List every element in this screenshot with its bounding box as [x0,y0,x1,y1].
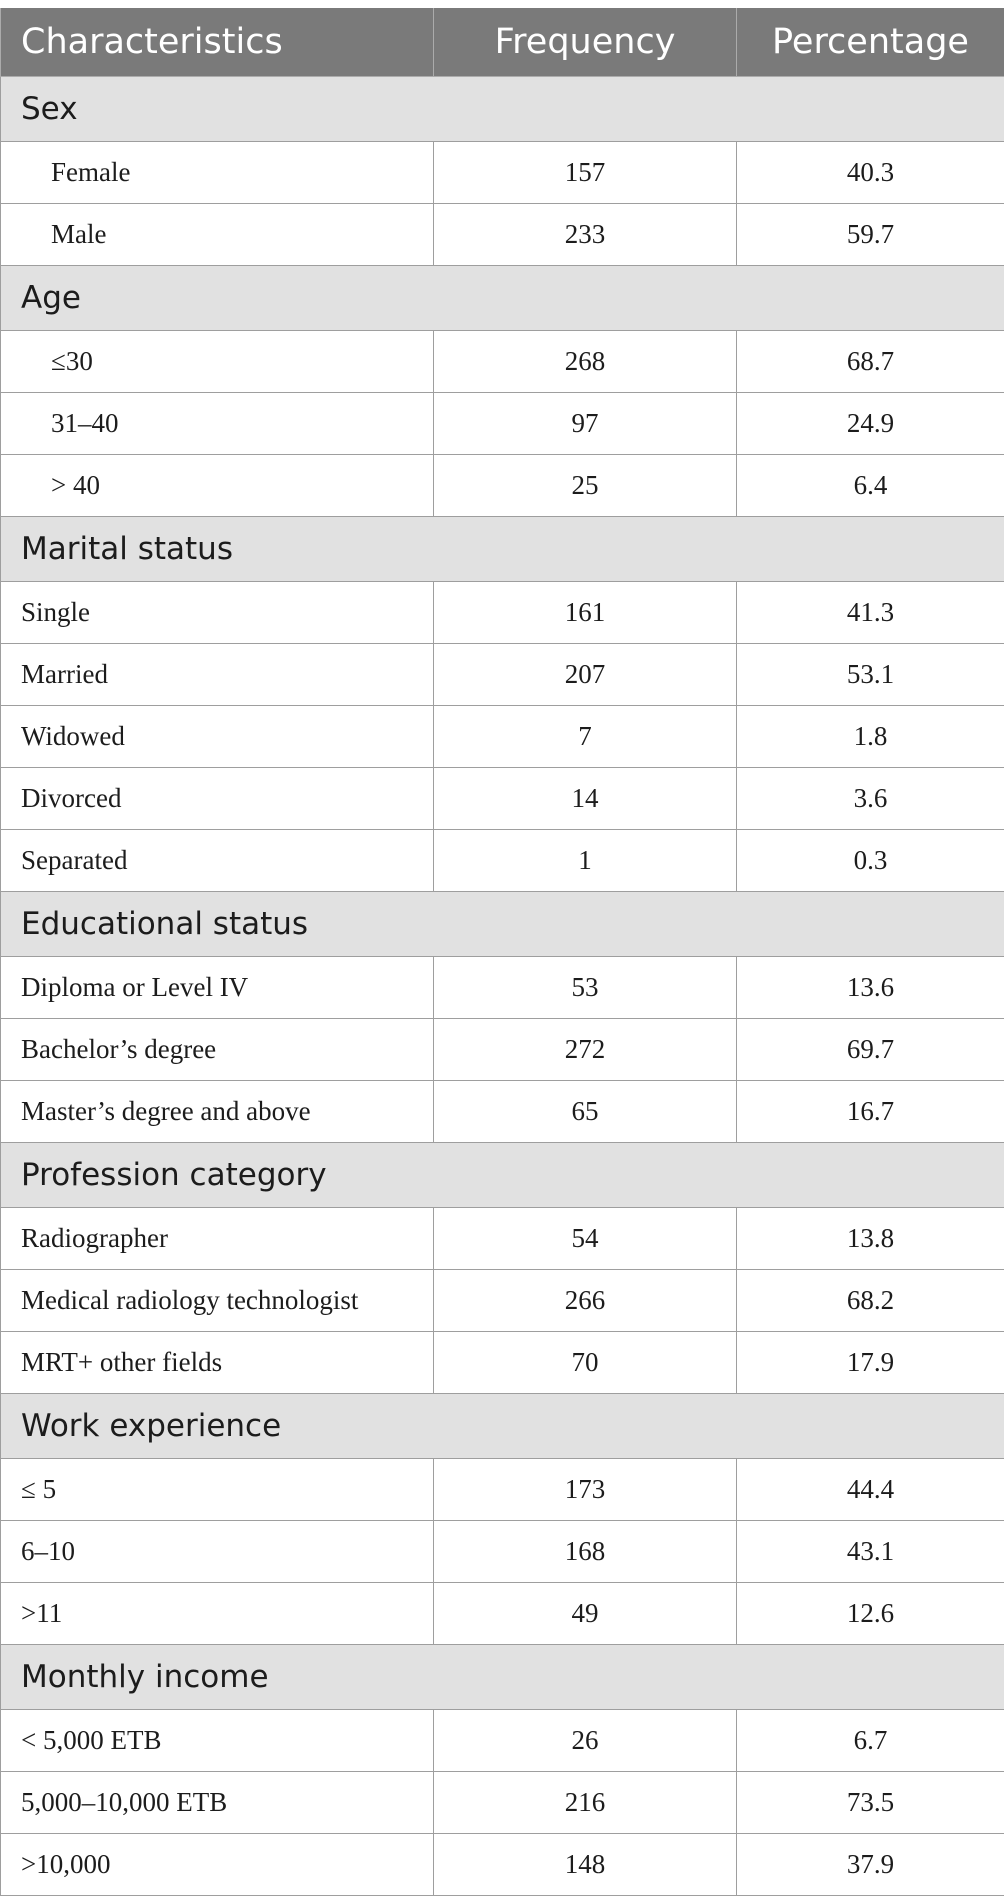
table-row [1,142,1004,204]
percentage-cell: 68.7 [737,331,1004,393]
percentage-cell: 1.8 [737,706,1004,768]
percentage-cell: 24.9 [737,393,1004,455]
section-row-age [1,266,1004,331]
section-row-profession-category [1,1143,1004,1208]
table-row [1,830,1004,892]
table-row [1,393,1004,455]
row-label: Single [1,582,434,644]
row-label: >11 [1,1583,434,1645]
section-row-marital-status [1,517,1004,582]
table-row [1,1332,1004,1394]
table-row [1,1583,1004,1645]
percentage-cell: 44.4 [737,1459,1004,1521]
table-row [1,768,1004,830]
section-row-monthly-income [1,1645,1004,1710]
row-label: Medical radiology technologist [1,1270,434,1332]
percentage-cell: 37.9 [737,1834,1004,1896]
row-label: 5,000–10,000 ETB [1,1772,434,1834]
row-label: > 40 [1,455,434,517]
percentage-cell: 53.1 [737,644,1004,706]
frequency-cell: 173 [434,1459,737,1521]
frequency-cell: 216 [434,1772,737,1834]
percentage-cell: 40.3 [737,142,1004,204]
percentage-cell: 68.2 [737,1270,1004,1332]
header-frequency: Frequency [434,8,737,77]
header-percentage: Percentage [737,8,1004,77]
frequency-cell: 70 [434,1332,737,1394]
percentage-cell: 17.9 [737,1332,1004,1394]
percentage-cell: 69.7 [737,1019,1004,1081]
frequency-cell: 26 [434,1710,737,1772]
percentage-cell: 43.1 [737,1521,1004,1583]
frequency-cell: 14 [434,768,737,830]
frequency-cell: 272 [434,1019,737,1081]
frequency-cell: 25 [434,455,737,517]
table-row [1,1521,1004,1583]
row-label: Master’s degree and above [1,1081,434,1143]
table-row [1,1019,1004,1081]
section-row-educational-status [1,892,1004,957]
table-row [1,1208,1004,1270]
percentage-cell: 0.3 [737,830,1004,892]
header-row [1,8,1004,77]
table-row [1,1081,1004,1143]
frequency-cell: 1 [434,830,737,892]
row-label: MRT+ other fields [1,1332,434,1394]
table-row [1,1772,1004,1834]
frequency-cell: 54 [434,1208,737,1270]
row-label: Divorced [1,768,434,830]
percentage-cell: 3.6 [737,768,1004,830]
table-header [1,8,1004,77]
frequency-cell: 7 [434,706,737,768]
row-label: < 5,000 ETB [1,1710,434,1772]
percentage-cell: 12.6 [737,1583,1004,1645]
table-row [1,1459,1004,1521]
percentage-cell: 6.4 [737,455,1004,517]
frequency-cell: 65 [434,1081,737,1143]
percentage-cell: 41.3 [737,582,1004,644]
row-label: 6–10 [1,1521,434,1583]
frequency-cell: 168 [434,1521,737,1583]
table-row [1,204,1004,266]
row-label: Radiographer [1,1208,434,1270]
frequency-cell: 266 [434,1270,737,1332]
table-row [1,1834,1004,1896]
table-row [1,331,1004,393]
table-row [1,1710,1004,1772]
frequency-cell: 148 [434,1834,737,1896]
section-title: Marital status [1,517,1004,582]
table-row [1,706,1004,768]
header-characteristics: Characteristics [1,8,434,77]
table-row [1,644,1004,706]
frequency-cell: 207 [434,644,737,706]
percentage-cell: 6.7 [737,1710,1004,1772]
percentage-cell: 13.8 [737,1208,1004,1270]
characteristics-table-container [0,8,1004,1896]
frequency-cell: 49 [434,1583,737,1645]
section-title: Educational status [1,892,1004,957]
section-row-work-experience [1,1394,1004,1459]
row-label: Male [1,204,434,266]
table-row [1,957,1004,1019]
row-label: ≤ 5 [1,1459,434,1521]
row-label: Married [1,644,434,706]
section-row-sex [1,77,1004,142]
table-row [1,1270,1004,1332]
row-label: ≤30 [1,331,434,393]
frequency-cell: 161 [434,582,737,644]
row-label: Female [1,142,434,204]
frequency-cell: 53 [434,957,737,1019]
percentage-cell: 13.6 [737,957,1004,1019]
row-label: Separated [1,830,434,892]
section-title: Sex [1,77,1004,142]
section-title: Profession category [1,1143,1004,1208]
section-title: Work experience [1,1394,1004,1459]
percentage-cell: 73.5 [737,1772,1004,1834]
table-row [1,582,1004,644]
section-title: Monthly income [1,1645,1004,1710]
row-label: Widowed [1,706,434,768]
row-label: Bachelor’s degree [1,1019,434,1081]
characteristics-table [0,8,1004,1896]
frequency-cell: 157 [434,142,737,204]
frequency-cell: 268 [434,331,737,393]
percentage-cell: 59.7 [737,204,1004,266]
section-title: Age [1,266,1004,331]
row-label: Diploma or Level IV [1,957,434,1019]
row-label: >10,000 [1,1834,434,1896]
percentage-cell: 16.7 [737,1081,1004,1143]
row-label: 31–40 [1,393,434,455]
table-row [1,455,1004,517]
frequency-cell: 233 [434,204,737,266]
frequency-cell: 97 [434,393,737,455]
table-body [1,77,1004,1896]
